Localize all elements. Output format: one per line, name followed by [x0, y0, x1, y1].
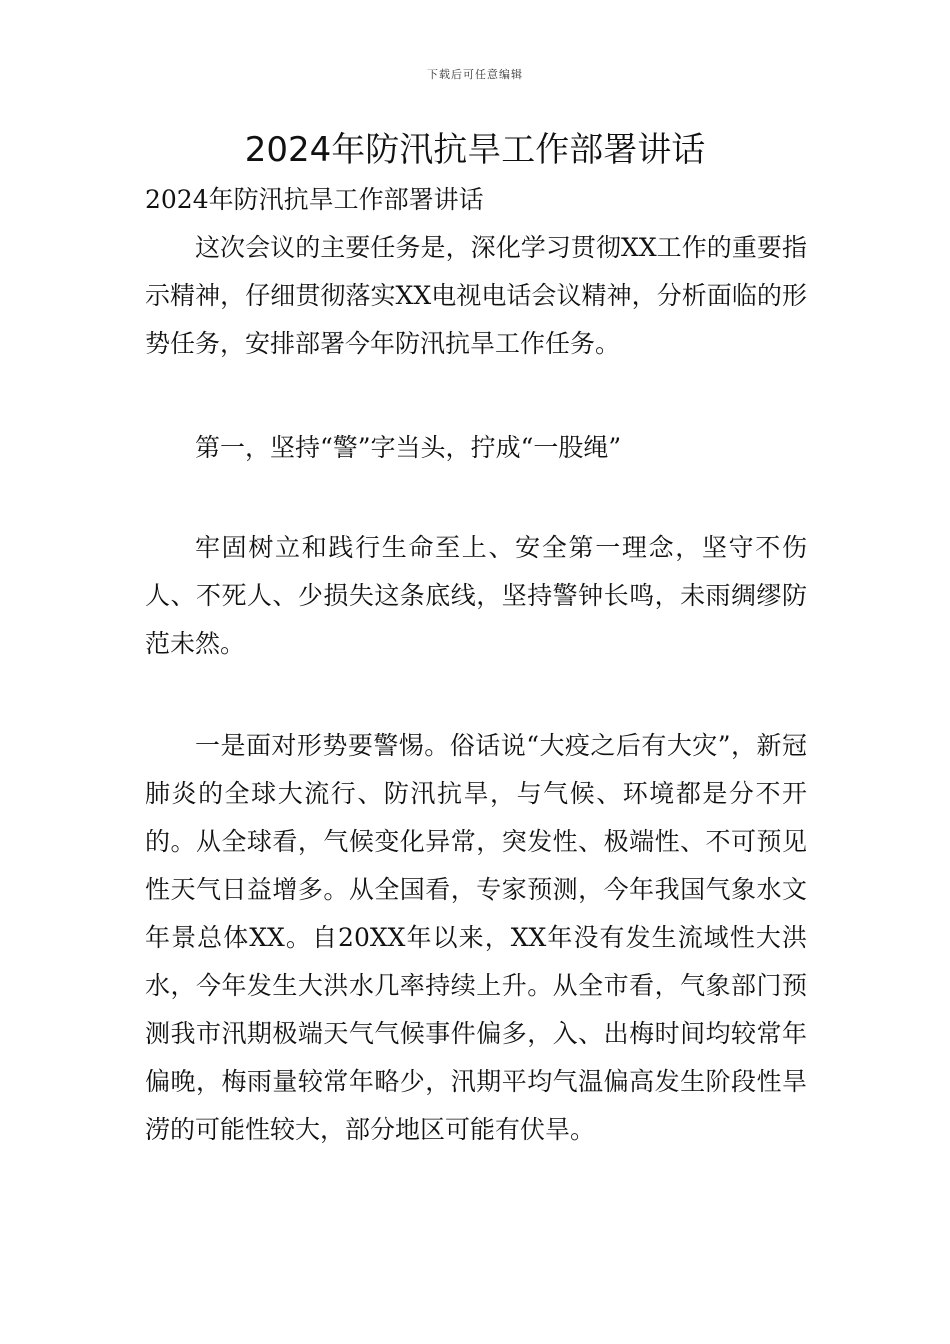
document-subtitle: 2024年防汛抗旱工作部署讲话 [145, 185, 484, 214]
header-note: 下载后可任意编辑 [427, 68, 523, 81]
paragraph-intro: 这次会议的主要任务是，深化学习贯彻XX工作的重要指示精神，仔细贯彻落实XX电视电话会议精神，分析面临的形势任务，安排部署今年防汛抗旱工作任务。 [145, 233, 807, 358]
document-title: 2024年防汛抗旱工作部署讲话 [244, 130, 706, 170]
section-heading-first: 第一，坚持“警”字当头，拧成“一股绳” [195, 433, 622, 462]
paragraph-safety-principle: 牢固树立和践行生命至上、安全第一理念，坚守不伤人、不死人、少损失这条底线，坚持警钟长鸣，未雨绸缪防范未然。 [145, 533, 807, 658]
paragraph-situation-vigilance: 一是面对形势要警惕。俗话说“大疫之后有大灾”，新冠肺炎的全球大流行、防汛抗旱，与气候、环境都是分不开的。从全球看，气候变化异常，突发性、极端性、不可预见性天气日益增多。从全国看，专家预测，今年我国气象水文年景总体XX。自20XX年以来，XX年没有发生流域性大洪水，今年发生大洪水几率持续上升。从全市看，气象部门预测我市汛期极端天气气候事件偏多，入、出梅时间均较常年偏晚，梅雨量较常年略少，汛期平均气温偏高发生阶段性旱涝的可能性较大，部分地区可能有伏旱。 [145, 731, 807, 1144]
